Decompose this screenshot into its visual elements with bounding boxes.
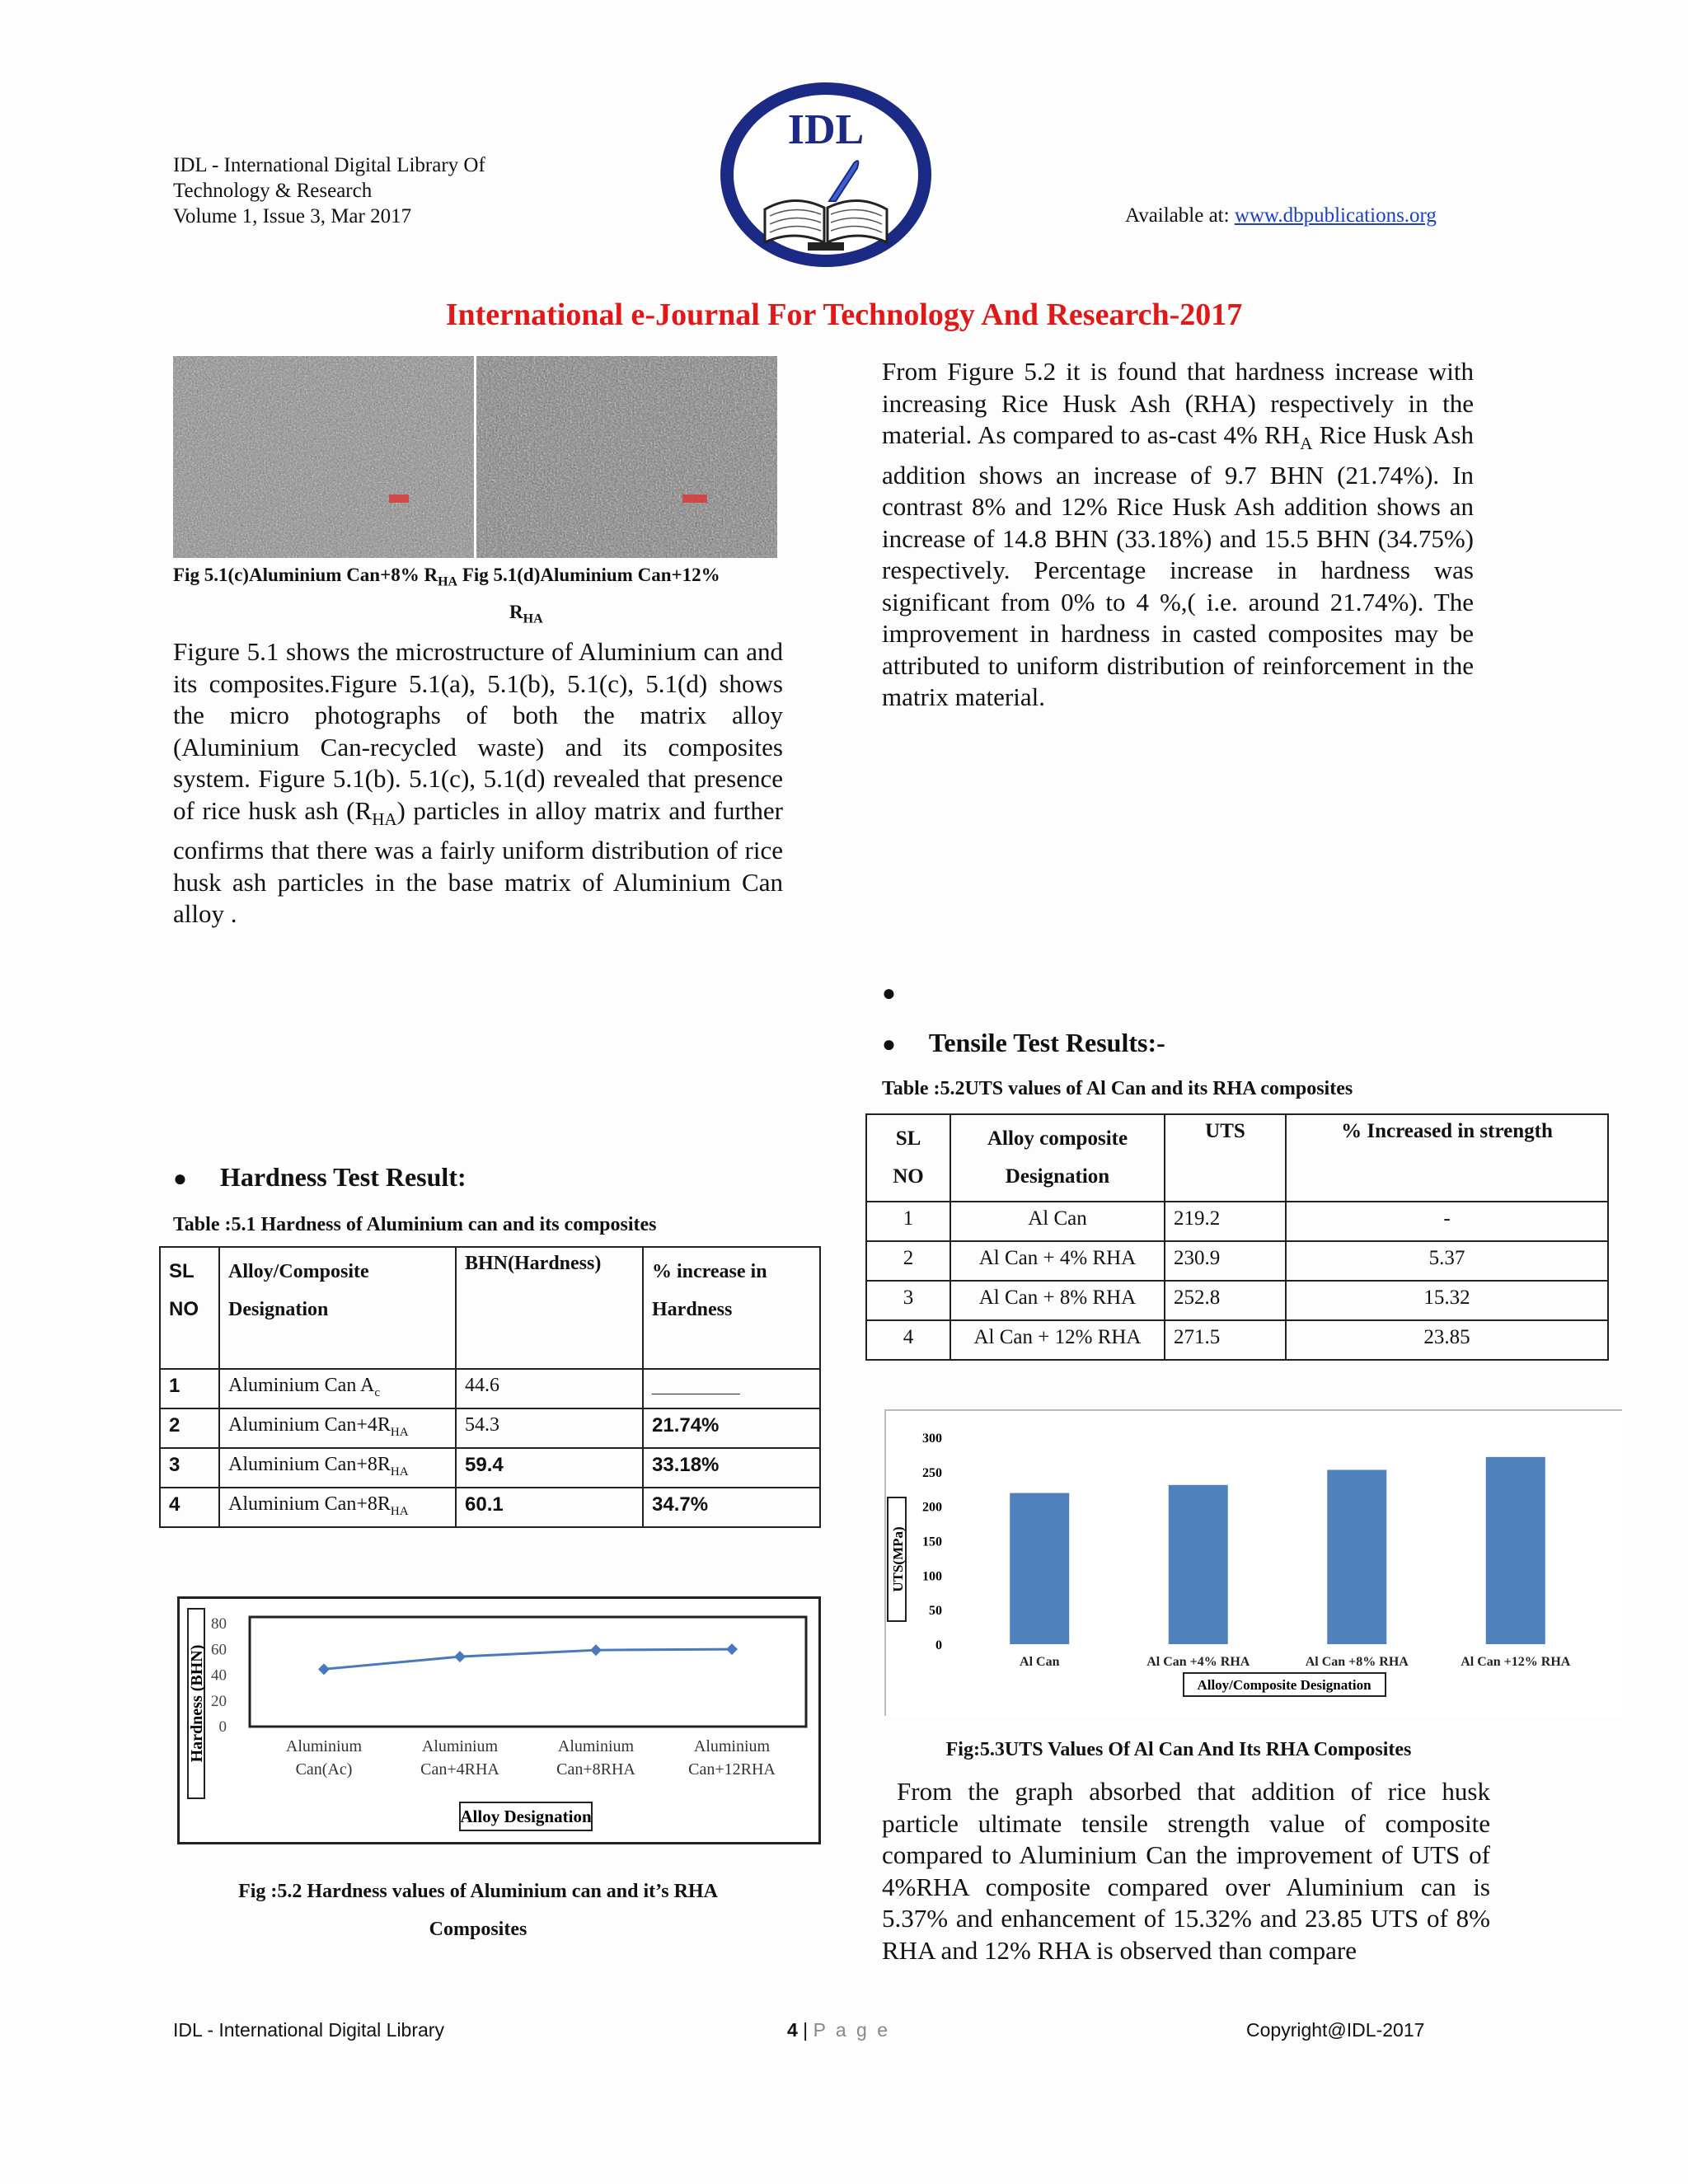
table-row xyxy=(866,1281,1608,1320)
th-alloy-line1: Alloy/Composite xyxy=(228,1261,369,1282)
cell-designation: Al Can + 4% RHA xyxy=(950,1241,1165,1281)
th-sl-line2: NO xyxy=(169,1298,199,1320)
x-tick-label: Aluminium xyxy=(693,1737,771,1755)
cell-designation-sub: HA xyxy=(390,1425,409,1439)
x-tick-label: Al Can +8% RHA xyxy=(1305,1655,1409,1669)
table-row xyxy=(160,1408,820,1448)
footer-left: IDL - International Digital Library xyxy=(173,2019,444,2041)
table-header-row xyxy=(160,1247,820,1369)
right-para-part2: Rice Husk Ash addition shows an increase of 9.7 BHN (21.74%). In contrast 8% and 12% Rice Husk Ash addition shows an increase of 14.8 BHN (33.18%) and 15.5 BHN (34.75%) respectively. Percentage increase in hardness was significant from 0% to 4 %,( i.e. around 21.74%). The improvement in hardness in casted composites may be attributed to uniform distribution of reinforcement in the matrix material. xyxy=(882,420,1474,712)
th-sl xyxy=(160,1247,219,1369)
bullet-icon: ● xyxy=(173,1166,187,1192)
x-tick-label: Al Can +12% RHA xyxy=(1461,1655,1571,1669)
publisher-link[interactable]: www.dbpublications.org xyxy=(1234,204,1437,227)
th-alloy xyxy=(950,1114,1165,1202)
y-tick-label: 0 xyxy=(935,1638,942,1652)
logo-text: IDL xyxy=(787,106,865,153)
journal-header xyxy=(173,152,485,229)
th-alloy-line2: Designation xyxy=(1005,1165,1110,1188)
th-alloy-line2: Designation xyxy=(228,1299,329,1320)
cell-bhn: 59.4 xyxy=(456,1448,643,1488)
x-axis-title: Alloy Designation xyxy=(460,1807,592,1826)
hardness-heading-text: Hardness Test Result: xyxy=(219,1162,467,1192)
cell-increase: ________ xyxy=(643,1369,820,1408)
journal-title: International e-Journal For Technology And Research-2017 xyxy=(445,298,1243,332)
available-label: Available at: xyxy=(1125,204,1235,227)
cell-bhn: 60.1 xyxy=(456,1488,643,1527)
hardness-table xyxy=(159,1246,821,1528)
th-increase xyxy=(643,1247,820,1369)
cell-uts: 271.5 xyxy=(1165,1320,1286,1360)
hardness-discussion-paragraph xyxy=(882,356,1474,714)
table-header-row xyxy=(866,1114,1608,1202)
cell-designation-text: Aluminium Can+8R xyxy=(228,1454,391,1475)
uts-para-text: From the graph absorbed that addition of rice husk particle ultimate tensile strength value of composite compared to Aluminium Can the improvement of UTS of 4%RHA composite compared over Aluminium can is 5.37% and enhancement of 15.32% and 23.85 UTS of 8% RHA and 12% RHA is observed than compare xyxy=(882,1777,1490,1965)
th-bhn xyxy=(456,1247,643,1369)
x-tick-label: Can+4RHA xyxy=(420,1760,499,1779)
uts-bar xyxy=(1010,1493,1069,1644)
th-bhn-text: BHN(Hardness) xyxy=(465,1253,602,1274)
tensile-heading xyxy=(882,1028,1165,1058)
cell-designation: Al Can + 12% RHA xyxy=(950,1320,1165,1360)
cell-sl: 2 xyxy=(160,1408,219,1448)
th-increase xyxy=(1286,1114,1608,1202)
x-axis-title: Alloy/Composite Designation xyxy=(1197,1677,1372,1693)
y-tick-label: 80 xyxy=(211,1615,227,1633)
th-inc-line2: Hardness xyxy=(652,1299,733,1320)
cell-sl: 3 xyxy=(866,1281,950,1320)
table-row xyxy=(866,1241,1608,1281)
fig-5-2-caption-line1: Fig :5.2 Hardness values of Aluminium can and it’s RHA xyxy=(238,1881,718,1902)
y-tick-label: 50 xyxy=(929,1604,942,1619)
y-tick-label: 100 xyxy=(922,1569,942,1584)
footer-copyright: Copyright@IDL-2017 xyxy=(1246,2019,1425,2041)
th-alloy xyxy=(219,1247,456,1369)
cell-uts: 230.9 xyxy=(1165,1241,1286,1281)
cell-bhn: 44.6 xyxy=(456,1369,643,1408)
cell-increase: 5.37 xyxy=(1286,1241,1608,1281)
x-tick-label: Aluminium xyxy=(421,1737,499,1755)
x-tick-label: Can+8RHA xyxy=(556,1760,635,1779)
cell-designation xyxy=(219,1408,456,1448)
th-sl-line1: SL xyxy=(895,1127,921,1150)
uts-bar xyxy=(1486,1457,1545,1644)
fig-5-2-caption-line2: Composites xyxy=(429,1919,528,1940)
cell-designation-sub: c xyxy=(374,1385,381,1399)
table-row xyxy=(160,1488,820,1527)
th-alloy-line1: Alloy composite xyxy=(987,1127,1128,1150)
caption-5-1d-subscript: HA xyxy=(523,612,543,626)
left-para-part2: . 5.1(c), 5.1(d) revealed that presence of rice husk ash (R xyxy=(173,764,784,825)
y-axis-title: UTS(MPa) xyxy=(890,1526,906,1592)
idl-logo xyxy=(715,77,936,272)
cell-sl: 4 xyxy=(866,1320,950,1360)
cell-sl: 1 xyxy=(160,1369,219,1408)
x-tick-label: Can(Ac) xyxy=(295,1760,353,1779)
caption-5-1d-line2 xyxy=(173,602,791,627)
uts-bar xyxy=(1327,1469,1386,1644)
micrograph-5-1d xyxy=(476,356,777,558)
empty-bullet: ● xyxy=(882,981,896,1006)
table-row xyxy=(866,1320,1608,1360)
cell-designation-text: Aluminium Can A xyxy=(228,1375,375,1396)
cell-increase: 34.7% xyxy=(643,1488,820,1527)
plot-area xyxy=(250,1617,806,1727)
uts-bar xyxy=(1169,1485,1228,1644)
left-para-part1: Figure 5.1 shows the microstructure of Aluminium can and its composites.Figure 5.1(a), 5.1(b), 5.1(c), 5.1(d) shows the micro photographs of both the matrix alloy (Aluminium Can-recycled waste) and its composites system. Figure 5.1(b) xyxy=(173,637,783,793)
availability-note xyxy=(1125,204,1437,227)
right-para-part1: From Figure 5.2 it is found that hardness increase with increasing Rice Husk Ash (RHA) respectively in the material. As compared to as-cast 4% RH xyxy=(882,357,1474,449)
x-tick-label: Aluminium xyxy=(285,1737,363,1755)
y-tick-label: 0 xyxy=(218,1718,227,1736)
cell-designation-sub: HA xyxy=(390,1504,409,1518)
cell-sl: 1 xyxy=(866,1202,950,1241)
x-tick-label: Al Can +4% RHA xyxy=(1146,1655,1250,1669)
table-row xyxy=(160,1369,820,1408)
cell-designation: Al Can + 8% RHA xyxy=(950,1281,1165,1320)
y-axis-title: Hardness (BHN) xyxy=(188,1644,206,1763)
cell-increase: 15.32 xyxy=(1286,1281,1608,1320)
cell-designation: Al Can xyxy=(950,1202,1165,1241)
cell-increase: 21.74% xyxy=(643,1408,820,1448)
header-line-2: Technology & Research xyxy=(173,180,373,202)
table-row xyxy=(866,1202,1608,1241)
cell-designation-text: Aluminium Can+4R xyxy=(228,1414,391,1436)
cell-sl: 2 xyxy=(866,1241,950,1281)
x-tick-label: Aluminium xyxy=(557,1737,635,1755)
uts-chart-frame xyxy=(884,1409,1622,1716)
table-5-2-caption: Table :5.2UTS values of Al Can and its RHA composites xyxy=(882,1078,1353,1099)
table-row xyxy=(160,1448,820,1488)
cell-uts: 252.8 xyxy=(1165,1281,1286,1320)
cell-increase: 33.18% xyxy=(643,1448,820,1488)
cell-designation-sub: HA xyxy=(390,1465,409,1479)
page-number xyxy=(787,2019,890,2041)
y-tick-label: 200 xyxy=(922,1500,942,1515)
hardness-heading xyxy=(173,1162,467,1193)
th-sl xyxy=(866,1114,950,1202)
hardness-chart-frame xyxy=(177,1596,821,1844)
page-number-value: 4 xyxy=(787,2019,798,2041)
x-tick-label: Can+12RHA xyxy=(688,1760,776,1779)
page-word: P a g e xyxy=(813,2019,891,2041)
y-tick-label: 300 xyxy=(922,1432,942,1446)
y-tick-label: 20 xyxy=(211,1692,227,1710)
left-para-part3: ) particles in alloy matrix and further confirms that there was a fairly uniform distribution of rice husk ash particles in the base matrix of Aluminium Can alloy . xyxy=(173,795,783,929)
th-inc-line1: % increase in xyxy=(652,1261,767,1282)
figure-5-1-caption xyxy=(173,565,791,626)
header-line-3: Volume 1, Issue 3, Mar 2017 xyxy=(173,205,412,227)
uts-table xyxy=(865,1113,1609,1361)
cell-sl: 3 xyxy=(160,1448,219,1488)
x-tick-label: Al Can xyxy=(1020,1655,1060,1669)
tensile-heading-text: Tensile Test Results:- xyxy=(928,1028,1165,1057)
hardness-line-chart xyxy=(180,1599,818,1842)
cell-designation xyxy=(219,1369,456,1408)
figure-5-3-caption: Fig:5.3UTS Values Of Al Can And Its RHA Composites xyxy=(945,1739,1412,1760)
cell-designation xyxy=(219,1488,456,1527)
cell-sl: 4 xyxy=(160,1488,219,1527)
cell-increase: - xyxy=(1286,1202,1608,1241)
cell-bhn: 54.3 xyxy=(456,1408,643,1448)
th-inc-text: % Increased in strength xyxy=(1341,1120,1553,1142)
left-para-subscript: HA xyxy=(372,808,397,829)
caption-5-1d-r: R xyxy=(509,601,523,622)
cell-uts: 219.2 xyxy=(1165,1202,1286,1241)
y-tick-label: 150 xyxy=(922,1535,942,1549)
th-uts-text: UTS xyxy=(1205,1120,1245,1142)
bullet-icon: ● xyxy=(882,1032,896,1057)
th-sl-line1: SL xyxy=(169,1260,195,1282)
caption-5-1c: Fig 5.1(c)Aluminium Can+8% R xyxy=(173,565,438,585)
uts-discussion-paragraph xyxy=(882,1776,1490,1966)
micrograph-5-1c xyxy=(173,356,474,558)
uts-bar-chart xyxy=(886,1411,1622,1716)
th-sl-line2: NO xyxy=(893,1165,924,1188)
microstructure-paragraph xyxy=(173,636,783,930)
y-tick-label: 40 xyxy=(211,1666,227,1685)
th-uts xyxy=(1165,1114,1286,1202)
right-para-subscript: A xyxy=(1300,434,1313,454)
table-5-1-caption: Table :5.1 Hardness of Aluminium can and its composites xyxy=(173,1214,657,1235)
cell-increase: 23.85 xyxy=(1286,1320,1608,1360)
cell-designation xyxy=(219,1448,456,1488)
page-separator: | xyxy=(797,2019,814,2041)
caption-5-1c-subscript: HA xyxy=(438,574,458,589)
figure-5-2-caption xyxy=(165,1872,791,1948)
header-line-1: IDL - International Digital Library Of xyxy=(173,154,485,176)
y-tick-label: 60 xyxy=(211,1641,227,1659)
y-tick-label: 250 xyxy=(922,1465,942,1480)
caption-5-1d: Fig 5.1(d)Aluminium Can+12% xyxy=(457,565,720,585)
cell-designation-text: Aluminium Can+8R xyxy=(228,1493,391,1515)
